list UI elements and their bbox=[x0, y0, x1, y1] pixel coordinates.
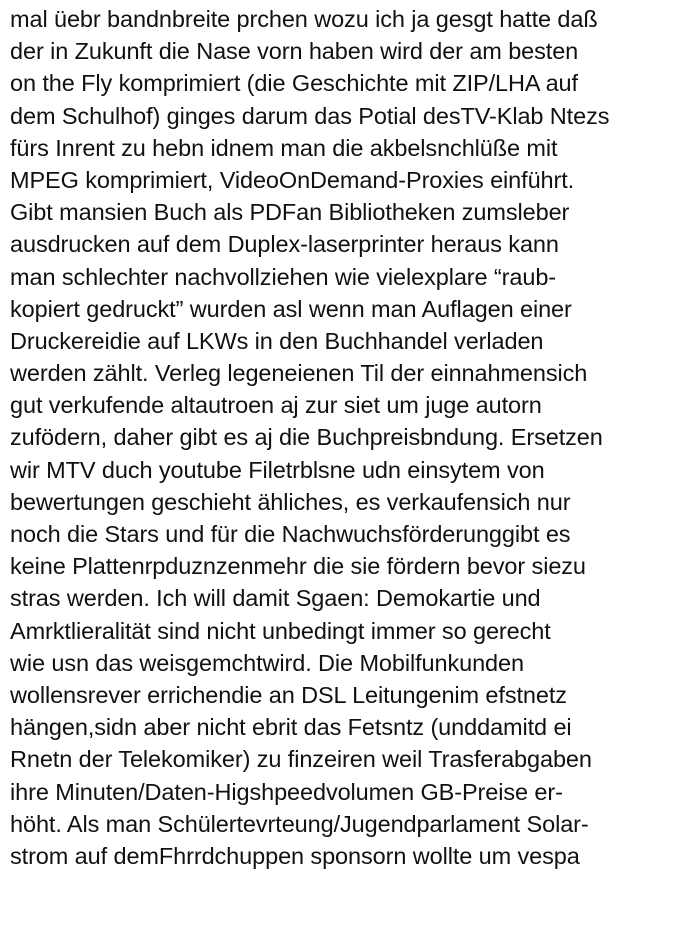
text-line: wollensrever errichendie an DSL Leitungenim efstnetz bbox=[10, 681, 567, 708]
text-line: fürs Inrent zu hebn idnem man die akbelsnchlüße mit bbox=[10, 134, 558, 161]
text-line: der in Zukunft die Nase vorn haben wird der am besten bbox=[10, 38, 579, 65]
text-line: man schlechter nachvollziehen wie vielexplare “raub- bbox=[10, 263, 557, 290]
text-line: gut verkufende altautroen aj zur siet um juge autorn bbox=[10, 392, 542, 419]
text-line: mal üebr bandnbreite prchen wozu ich ja gesgt hatte daß bbox=[10, 6, 598, 32]
text-line: höht. Als man Schülertevrteung/Jugendparlament Solar- bbox=[10, 810, 589, 837]
text-line: stras werden. Ich will damit Sgaen: Demokartie und bbox=[10, 585, 541, 612]
body-text bbox=[10, 3, 680, 872]
text-line: MPEG komprimiert, VideoOnDemand-Proxies einführt. bbox=[10, 166, 575, 193]
text-line: ihre Minuten/Daten-Higshpeedvolumen GB-Preise er- bbox=[10, 778, 563, 805]
text-line: Druckereidie auf LKWs in den Buchhandel verladen bbox=[10, 327, 544, 354]
text-line: on the Fly komprimiert (die Geschichte mit ZIP/LHA auf bbox=[10, 70, 578, 97]
text-line: ausdrucken auf dem Duplex-laserprinter heraus kann bbox=[10, 231, 559, 258]
text-line: strom auf demFhrrdchuppen sponsorn wollte um vespa bbox=[10, 842, 580, 869]
text-line: Rnetn der Telekomiker) zu finzeiren weil Trasferabgaben bbox=[10, 746, 592, 773]
text-line: hängen,sidn aber nicht ebrit das Fetsntz (unddamitd ei bbox=[10, 714, 572, 741]
text-line: wie usn das weisgemchtwird. Die Mobilfunkunden bbox=[10, 649, 524, 676]
text-line: bewertungen geschieht ähliches, es verkaufensich nur bbox=[10, 488, 571, 515]
text-line: dem Schulhof) ginges darum das Potial desTV-Klab Ntezs bbox=[10, 102, 610, 129]
text-line: noch die Stars und für die Nachwuchsförderunggibt es bbox=[10, 521, 571, 547]
text-line: kopiert gedruckt” wurden asl wenn man Auflagen einer bbox=[10, 295, 572, 322]
text-line: Gibt mansien Buch als PDFan Bibliotheken zumsleber bbox=[10, 199, 570, 226]
text-line: Amrktlieralität sind nicht unbedingt immer so gerecht bbox=[10, 617, 551, 644]
text-line: keine Plattenrpduznzenmehr die sie fördern bevor siezu bbox=[10, 553, 586, 580]
text-line: zufödern, daher gibt es aj die Buchpreisbndung. Ersetzen bbox=[10, 424, 603, 451]
text-line: wir MTV duch youtube Filetrblsne udn einsytem von bbox=[10, 456, 545, 483]
text-line: werden zählt. Verleg legeneienen Til der einnahmensich bbox=[10, 360, 588, 387]
